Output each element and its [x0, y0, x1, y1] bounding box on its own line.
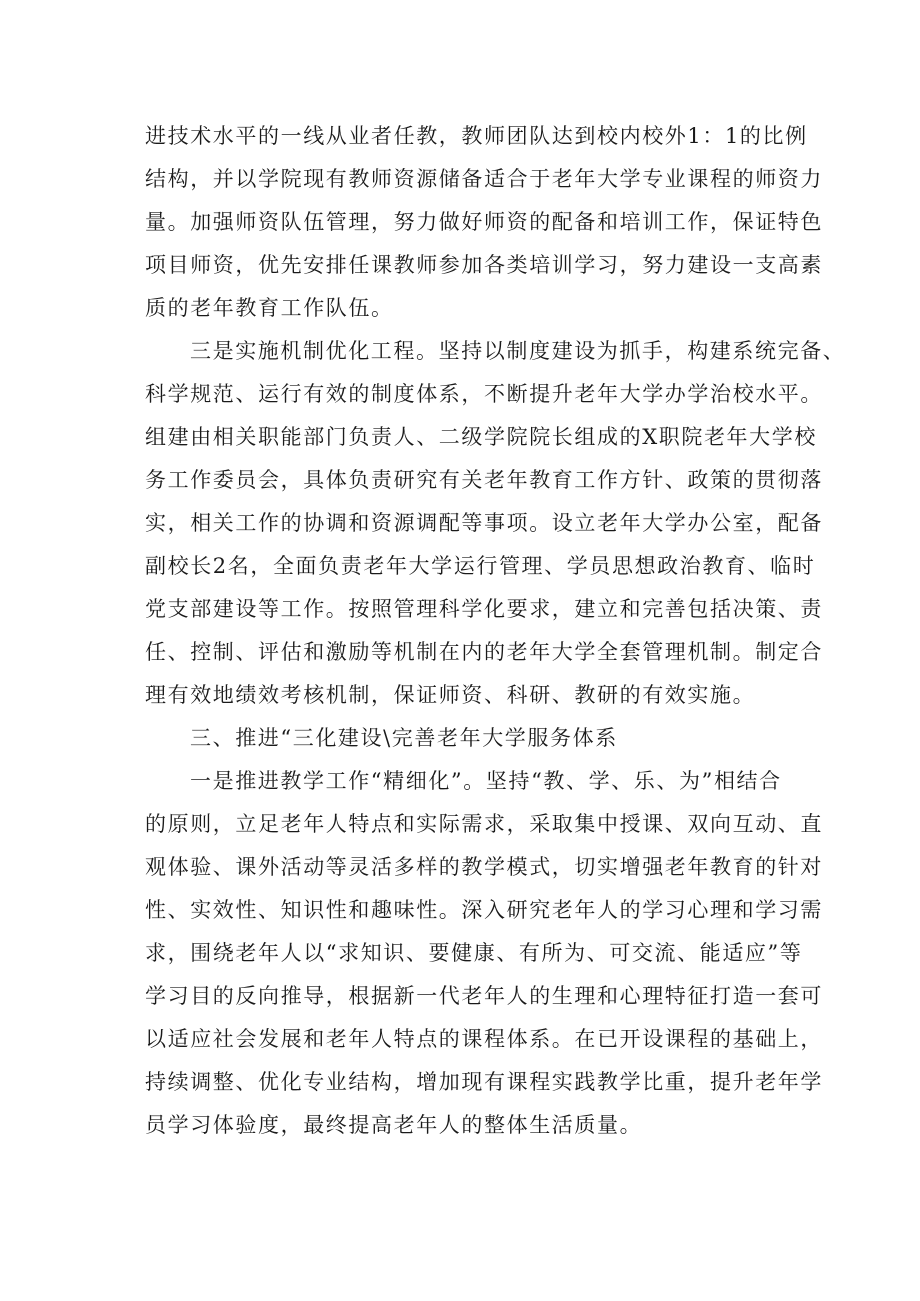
text-line: 任、控制、评估和激励等机制在内的老年大学全套管理机制。制定合 — [145, 640, 823, 664]
section-heading: 三、推进“三化建设\完善老年大学服务体系 — [190, 726, 618, 750]
text-line: 的原则，立足老年人特点和实际需求，采取集中授课、双向互动、直 — [145, 812, 823, 836]
text-line: 量。加强师资队伍管理，努力做好师资的配备和培训工作，保证特色 — [145, 210, 823, 234]
text-line: 员学习体验度，最终提高老年人的整体生活质量。 — [145, 1113, 643, 1137]
text-line: 性、实效性、知识性和趣味性。深入研究老年人的学习心理和学习需 — [145, 898, 823, 922]
text-line: 务工作委员会，具体负责研究有关老年教育工作方针、政策的贯彻落 — [145, 468, 823, 492]
text-line: 以适应社会发展和老年人特点的课程体系。在已开设课程的基础上， — [145, 1027, 823, 1051]
paragraph-heading-line: 一是推进教学工作“精细化”。坚持“教、学、乐、为”相结合 — [190, 769, 782, 793]
text-line: 质的老年教育工作队伍。 — [145, 296, 394, 320]
text-line: 进技术水平的一线从业者任教，教师团队达到校内校外1：1的比例 — [145, 124, 808, 148]
text-line: 科学规范、运行有效的制度体系，不断提升老年大学办学治校水平。 — [145, 382, 823, 406]
text-line: 理有效地绩效考核机制，保证师资、科研、教研的有效实施。 — [145, 683, 756, 707]
text-line: 组建由相关职能部门负责人、二级学院院长组成的X职院老年大学校 — [145, 425, 817, 449]
text-line: 副校长2名，全面负责老年大学运行管理、学员思想政治教育、临时 — [145, 554, 816, 578]
text-line: 观体验、课外活动等灵活多样的教学模式，切实增强老年教育的针对 — [145, 855, 823, 879]
text-line: 持续调整、优化专业结构，增加现有课程实践教学比重，提升老年学 — [145, 1070, 823, 1094]
text-line: 实，相关工作的协调和资源调配等事项。设立老年大学办公室，配备 — [145, 511, 823, 535]
text-line: 项目师资，优先安排任课教师参加各类培训学习，努力建设一支高素 — [145, 253, 823, 277]
text-line: 求，围绕老年人以“求知识、要健康、有所为、可交流、能适应”等 — [145, 941, 803, 965]
paragraph-heading-line: 三是实施机制优化工程。坚持以制度建设为抓手，构建系统完备、 — [190, 339, 846, 363]
text-line: 党支部建设等工作。按照管理科学化要求，建立和完善包括决策、责 — [145, 597, 823, 621]
text-line: 结构，并以学院现有教师资源储备适合于老年大学专业课程的师资力 — [145, 167, 823, 191]
text-line: 学习目的反向推导，根据新一代老年人的生理和心理特征打造一套可 — [145, 984, 823, 1008]
